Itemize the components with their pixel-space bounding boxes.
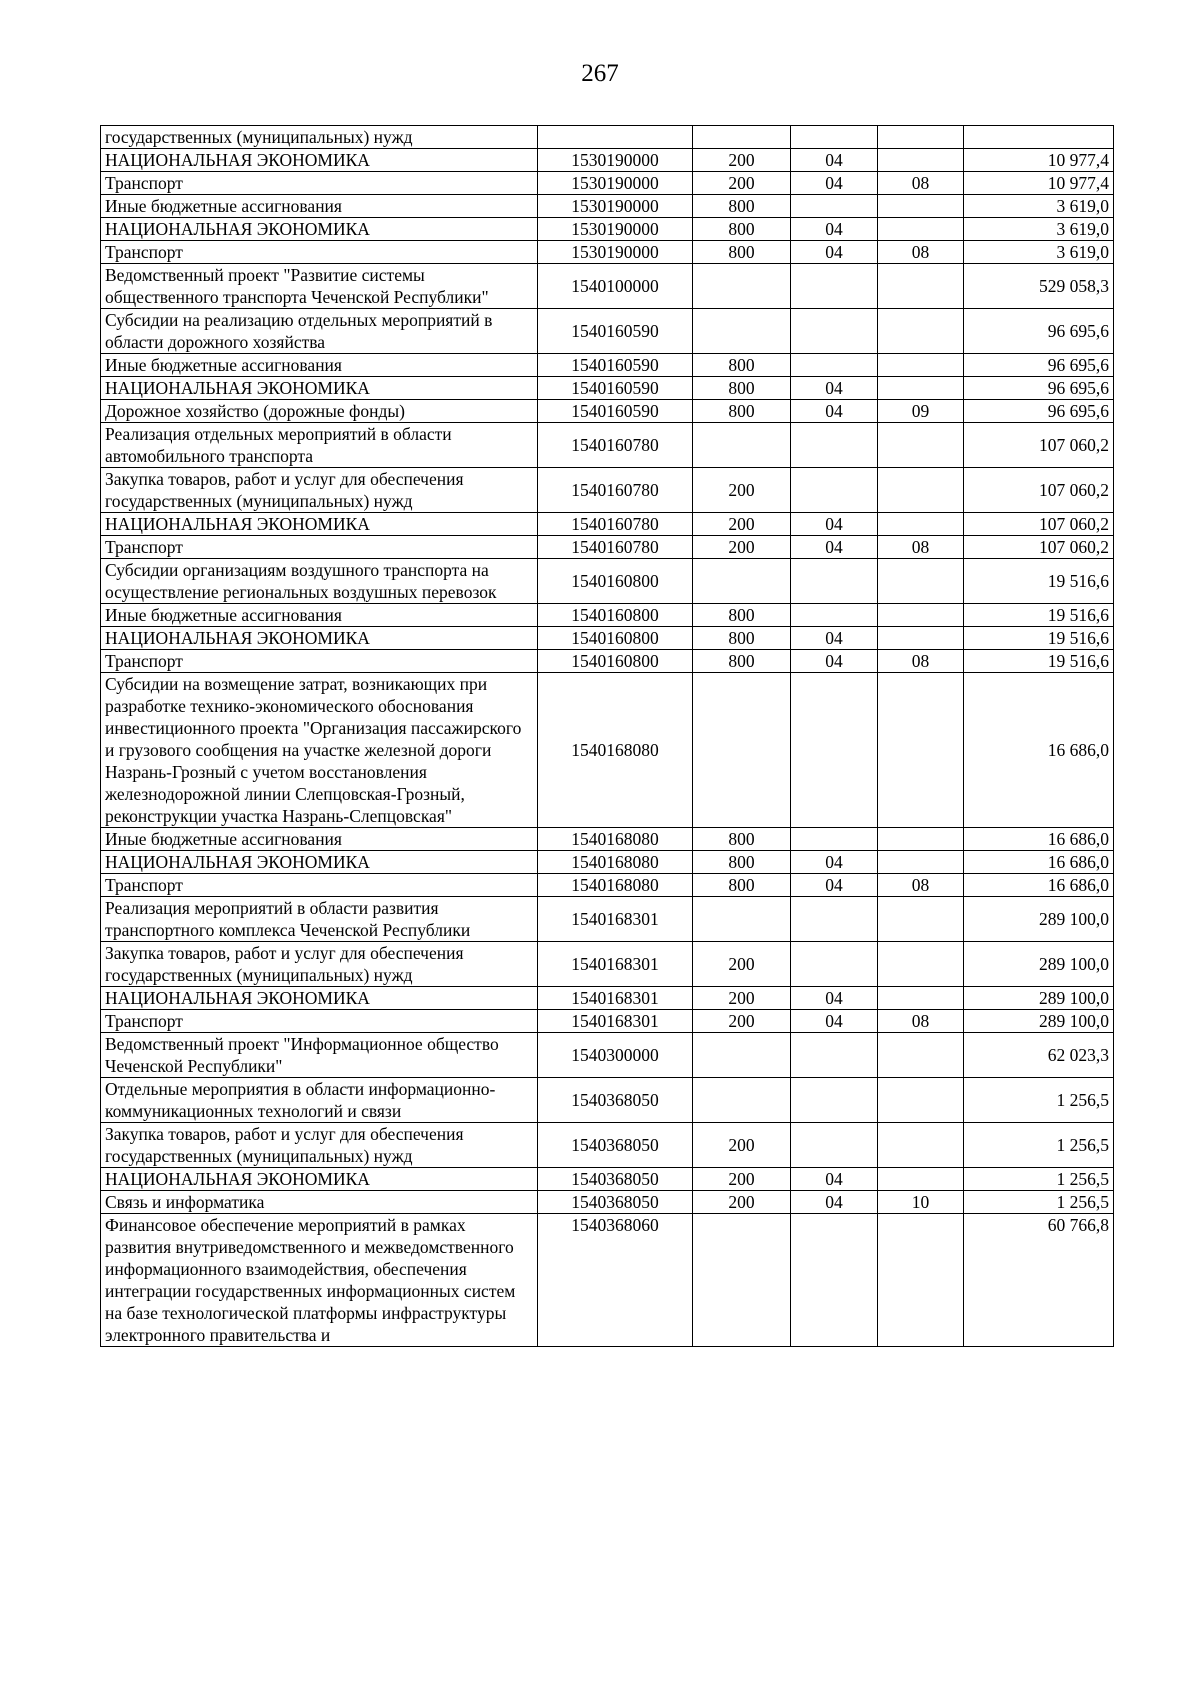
code-cell: 1540168301 [538, 987, 693, 1010]
name-cell: Иные бюджетные ассигнования [101, 195, 538, 218]
code-cell: 1540168301 [538, 897, 693, 942]
name-cell: Транспорт [101, 1010, 538, 1033]
expense-type-cell: 800 [693, 851, 791, 874]
code-cell: 1540168080 [538, 828, 693, 851]
section-cell [791, 942, 878, 987]
expense-type-cell: 800 [693, 377, 791, 400]
name-cell: государственных (муниципальных) нужд [101, 126, 538, 149]
section-cell [791, 195, 878, 218]
amount-cell: 16 686,0 [964, 874, 1114, 897]
code-cell: 1530190000 [538, 241, 693, 264]
table-row [101, 172, 1114, 195]
budget-table [100, 125, 1114, 1347]
subsection-cell [878, 604, 964, 627]
section-cell: 04 [791, 1191, 878, 1214]
table-row [101, 400, 1114, 423]
subsection-cell: 10 [878, 1191, 964, 1214]
table-row [101, 1168, 1114, 1191]
code-cell: 1540368050 [538, 1191, 693, 1214]
table-row [101, 423, 1114, 468]
name-cell: Реализация отдельных мероприятий в области автомобильного транспорта [101, 423, 538, 468]
subsection-cell [878, 1123, 964, 1168]
section-cell [791, 1214, 878, 1347]
section-cell [791, 897, 878, 942]
amount-cell: 1 256,5 [964, 1191, 1114, 1214]
table-row [101, 241, 1114, 264]
section-cell [791, 1033, 878, 1078]
name-cell: НАЦИОНАЛЬНАЯ ЭКОНОМИКА [101, 513, 538, 536]
expense-type-cell [693, 1214, 791, 1347]
code-cell: 1540368050 [538, 1078, 693, 1123]
name-cell: НАЦИОНАЛЬНАЯ ЭКОНОМИКА [101, 627, 538, 650]
expense-type-cell: 800 [693, 604, 791, 627]
code-cell: 1540168080 [538, 673, 693, 828]
code-cell: 1540168080 [538, 851, 693, 874]
amount-cell: 1 256,5 [964, 1168, 1114, 1191]
expense-type-cell: 200 [693, 1168, 791, 1191]
section-cell: 04 [791, 851, 878, 874]
amount-cell: 529 058,3 [964, 264, 1114, 309]
amount-cell: 19 516,6 [964, 650, 1114, 673]
subsection-cell [878, 673, 964, 828]
name-cell: НАЦИОНАЛЬНАЯ ЭКОНОМИКА [101, 149, 538, 172]
table-row [101, 195, 1114, 218]
amount-cell: 60 766,8 [964, 1214, 1114, 1347]
expense-type-cell: 200 [693, 1010, 791, 1033]
table-row [101, 1191, 1114, 1214]
code-cell: 1540160590 [538, 377, 693, 400]
expense-type-cell: 200 [693, 987, 791, 1010]
subsection-cell [878, 559, 964, 604]
code-cell [538, 126, 693, 149]
subsection-cell [878, 354, 964, 377]
name-cell: Иные бюджетные ассигнования [101, 604, 538, 627]
section-cell: 04 [791, 377, 878, 400]
subsection-cell [878, 126, 964, 149]
expense-type-cell [693, 1033, 791, 1078]
expense-type-cell: 200 [693, 1123, 791, 1168]
amount-cell: 1 256,5 [964, 1123, 1114, 1168]
table-row [101, 513, 1114, 536]
amount-cell: 19 516,6 [964, 559, 1114, 604]
name-cell: Закупка товаров, работ и услуг для обеспечения государственных (муниципальных) нужд [101, 468, 538, 513]
name-cell: НАЦИОНАЛЬНАЯ ЭКОНОМИКА [101, 1168, 538, 1191]
name-cell: НАЦИОНАЛЬНАЯ ЭКОНОМИКА [101, 851, 538, 874]
table-row [101, 874, 1114, 897]
subsection-cell: 08 [878, 172, 964, 195]
code-cell: 1530190000 [538, 218, 693, 241]
section-cell [791, 559, 878, 604]
expense-type-cell: 200 [693, 942, 791, 987]
expense-type-cell: 200 [693, 149, 791, 172]
code-cell: 1540160780 [538, 423, 693, 468]
code-cell: 1540160780 [538, 468, 693, 513]
name-cell: НАЦИОНАЛЬНАЯ ЭКОНОМИКА [101, 987, 538, 1010]
subsection-cell: 08 [878, 241, 964, 264]
subsection-cell [878, 627, 964, 650]
subsection-cell [878, 942, 964, 987]
code-cell: 1540160800 [538, 627, 693, 650]
name-cell: Ведомственный проект "Информационное общество Чеченской Республики" [101, 1033, 538, 1078]
amount-cell: 10 977,4 [964, 172, 1114, 195]
table-row [101, 897, 1114, 942]
amount-cell: 289 100,0 [964, 1010, 1114, 1033]
name-cell: Иные бюджетные ассигнования [101, 354, 538, 377]
table-row [101, 851, 1114, 874]
section-cell [791, 1078, 878, 1123]
amount-cell [964, 126, 1114, 149]
amount-cell: 96 695,6 [964, 309, 1114, 354]
expense-type-cell: 200 [693, 1191, 791, 1214]
table-row [101, 264, 1114, 309]
amount-cell: 16 686,0 [964, 673, 1114, 828]
page-number: 267 [581, 60, 619, 87]
table-row [101, 604, 1114, 627]
name-cell: Ведомственный проект "Развитие системы общественного транспорта Чеченской Республики" [101, 264, 538, 309]
expense-type-cell: 200 [693, 513, 791, 536]
section-cell: 04 [791, 536, 878, 559]
name-cell: Закупка товаров, работ и услуг для обеспечения государственных (муниципальных) нужд [101, 942, 538, 987]
amount-cell: 96 695,6 [964, 354, 1114, 377]
table-row [101, 627, 1114, 650]
code-cell: 1540368050 [538, 1168, 693, 1191]
expense-type-cell [693, 559, 791, 604]
subsection-cell [878, 1168, 964, 1191]
expense-type-cell [693, 309, 791, 354]
expense-type-cell: 800 [693, 354, 791, 377]
name-cell: Дорожное хозяйство (дорожные фонды) [101, 400, 538, 423]
table-row [101, 828, 1114, 851]
table-row [101, 1123, 1114, 1168]
expense-type-cell [693, 1078, 791, 1123]
name-cell: Субсидии на возмещение затрат, возникающих при разработке технико-экономического обоснования инвестиционного проекта "Организация пассажирского и грузового сообщения на участке железной дороги Назрань-Грозный с учетом восстановления железнодорожной линии Слепцовская-Грозный, реконструкции участка Назрань-Слепцовская" [101, 673, 538, 828]
code-cell: 1530190000 [538, 195, 693, 218]
subsection-cell [878, 987, 964, 1010]
section-cell [791, 673, 878, 828]
section-cell: 04 [791, 1168, 878, 1191]
subsection-cell [878, 264, 964, 309]
code-cell: 1540160590 [538, 400, 693, 423]
expense-type-cell: 800 [693, 650, 791, 673]
subsection-cell: 08 [878, 874, 964, 897]
expense-type-cell: 200 [693, 172, 791, 195]
section-cell [791, 828, 878, 851]
subsection-cell [878, 377, 964, 400]
section-cell [791, 126, 878, 149]
code-cell: 1540168080 [538, 874, 693, 897]
name-cell: Финансовое обеспечение мероприятий в рамках развития внутриведомственного и межведомственного информационного взаимодействия, обеспечения интеграции государственных информационных систем на базе технологической платформы инфраструктуры электронного правительства и [101, 1214, 538, 1347]
subsection-cell [878, 513, 964, 536]
section-cell: 04 [791, 987, 878, 1010]
subsection-cell [878, 423, 964, 468]
amount-cell: 19 516,6 [964, 604, 1114, 627]
name-cell: Иные бюджетные ассигнования [101, 828, 538, 851]
name-cell: Транспорт [101, 241, 538, 264]
amount-cell: 3 619,0 [964, 195, 1114, 218]
subsection-cell [878, 1214, 964, 1347]
table-row [101, 377, 1114, 400]
table-row [101, 650, 1114, 673]
subsection-cell [878, 195, 964, 218]
expense-type-cell [693, 423, 791, 468]
section-cell: 04 [791, 172, 878, 195]
amount-cell: 107 060,2 [964, 536, 1114, 559]
section-cell [791, 264, 878, 309]
table-row [101, 559, 1114, 604]
subsection-cell: 08 [878, 536, 964, 559]
subsection-cell [878, 897, 964, 942]
amount-cell: 16 686,0 [964, 828, 1114, 851]
name-cell: Субсидии на реализацию отдельных мероприятий в области дорожного хозяйства [101, 309, 538, 354]
amount-cell: 107 060,2 [964, 468, 1114, 513]
name-cell: Транспорт [101, 172, 538, 195]
table-row [101, 468, 1114, 513]
name-cell: Транспорт [101, 650, 538, 673]
code-cell: 1540160800 [538, 559, 693, 604]
amount-cell: 289 100,0 [964, 987, 1114, 1010]
budget-table-body [101, 126, 1114, 1347]
name-cell: Закупка товаров, работ и услуг для обеспечения государственных (муниципальных) нужд [101, 1123, 538, 1168]
subsection-cell [878, 828, 964, 851]
name-cell: Транспорт [101, 874, 538, 897]
subsection-cell [878, 218, 964, 241]
code-cell: 1540160780 [538, 513, 693, 536]
section-cell [791, 423, 878, 468]
code-cell: 1540368060 [538, 1214, 693, 1347]
section-cell: 04 [791, 149, 878, 172]
section-cell: 04 [791, 400, 878, 423]
section-cell: 04 [791, 513, 878, 536]
subsection-cell [878, 1033, 964, 1078]
table-row [101, 673, 1114, 828]
section-cell: 04 [791, 241, 878, 264]
section-cell [791, 354, 878, 377]
expense-type-cell: 800 [693, 218, 791, 241]
subsection-cell: 08 [878, 1010, 964, 1033]
amount-cell: 107 060,2 [964, 513, 1114, 536]
amount-cell: 289 100,0 [964, 897, 1114, 942]
section-cell: 04 [791, 650, 878, 673]
code-cell: 1540168301 [538, 1010, 693, 1033]
name-cell: Отдельные мероприятия в области информационно-коммуникационных технологий и связи [101, 1078, 538, 1123]
amount-cell: 19 516,6 [964, 627, 1114, 650]
subsection-cell: 09 [878, 400, 964, 423]
amount-cell: 96 695,6 [964, 377, 1114, 400]
subsection-cell [878, 851, 964, 874]
section-cell: 04 [791, 627, 878, 650]
table-row [101, 1214, 1114, 1347]
table-row [101, 1033, 1114, 1078]
expense-type-cell: 800 [693, 627, 791, 650]
amount-cell: 16 686,0 [964, 851, 1114, 874]
code-cell: 1540368050 [538, 1123, 693, 1168]
table-row [101, 354, 1114, 377]
table-row [101, 1078, 1114, 1123]
name-cell: Субсидии организациям воздушного транспорта на осуществление региональных воздушных перевозок [101, 559, 538, 604]
code-cell: 1540160590 [538, 354, 693, 377]
expense-type-cell: 800 [693, 195, 791, 218]
expense-type-cell: 800 [693, 241, 791, 264]
code-cell: 1540160800 [538, 650, 693, 673]
amount-cell: 289 100,0 [964, 942, 1114, 987]
section-cell: 04 [791, 1010, 878, 1033]
expense-type-cell: 200 [693, 536, 791, 559]
table-row [101, 218, 1114, 241]
amount-cell: 10 977,4 [964, 149, 1114, 172]
expense-type-cell [693, 264, 791, 309]
subsection-cell: 08 [878, 650, 964, 673]
expense-type-cell [693, 126, 791, 149]
table-row [101, 942, 1114, 987]
subsection-cell [878, 309, 964, 354]
code-cell: 1530190000 [538, 149, 693, 172]
table-row [101, 1010, 1114, 1033]
amount-cell: 1 256,5 [964, 1078, 1114, 1123]
expense-type-cell: 800 [693, 400, 791, 423]
code-cell: 1540160780 [538, 536, 693, 559]
table-row [101, 987, 1114, 1010]
subsection-cell [878, 1078, 964, 1123]
expense-type-cell [693, 897, 791, 942]
amount-cell: 3 619,0 [964, 218, 1114, 241]
code-cell: 1540160800 [538, 604, 693, 627]
amount-cell: 3 619,0 [964, 241, 1114, 264]
name-cell: Реализация мероприятий в области развития транспортного комплекса Чеченской Республики [101, 897, 538, 942]
section-cell: 04 [791, 218, 878, 241]
section-cell: 04 [791, 874, 878, 897]
section-cell [791, 309, 878, 354]
expense-type-cell: 800 [693, 828, 791, 851]
expense-type-cell [693, 673, 791, 828]
expense-type-cell: 800 [693, 874, 791, 897]
subsection-cell [878, 468, 964, 513]
amount-cell: 107 060,2 [964, 423, 1114, 468]
code-cell: 1540168301 [538, 942, 693, 987]
section-cell [791, 1123, 878, 1168]
table-row [101, 149, 1114, 172]
code-cell: 1540100000 [538, 264, 693, 309]
name-cell: Связь и информатика [101, 1191, 538, 1214]
code-cell: 1530190000 [538, 172, 693, 195]
name-cell: НАЦИОНАЛЬНАЯ ЭКОНОМИКА [101, 377, 538, 400]
amount-cell: 96 695,6 [964, 400, 1114, 423]
section-cell [791, 468, 878, 513]
expense-type-cell: 200 [693, 468, 791, 513]
code-cell: 1540300000 [538, 1033, 693, 1078]
name-cell: НАЦИОНАЛЬНАЯ ЭКОНОМИКА [101, 218, 538, 241]
subsection-cell [878, 149, 964, 172]
name-cell: Транспорт [101, 536, 538, 559]
amount-cell: 62 023,3 [964, 1033, 1114, 1078]
table-row [101, 536, 1114, 559]
table-row [101, 126, 1114, 149]
code-cell: 1540160590 [538, 309, 693, 354]
table-row [101, 309, 1114, 354]
section-cell [791, 604, 878, 627]
